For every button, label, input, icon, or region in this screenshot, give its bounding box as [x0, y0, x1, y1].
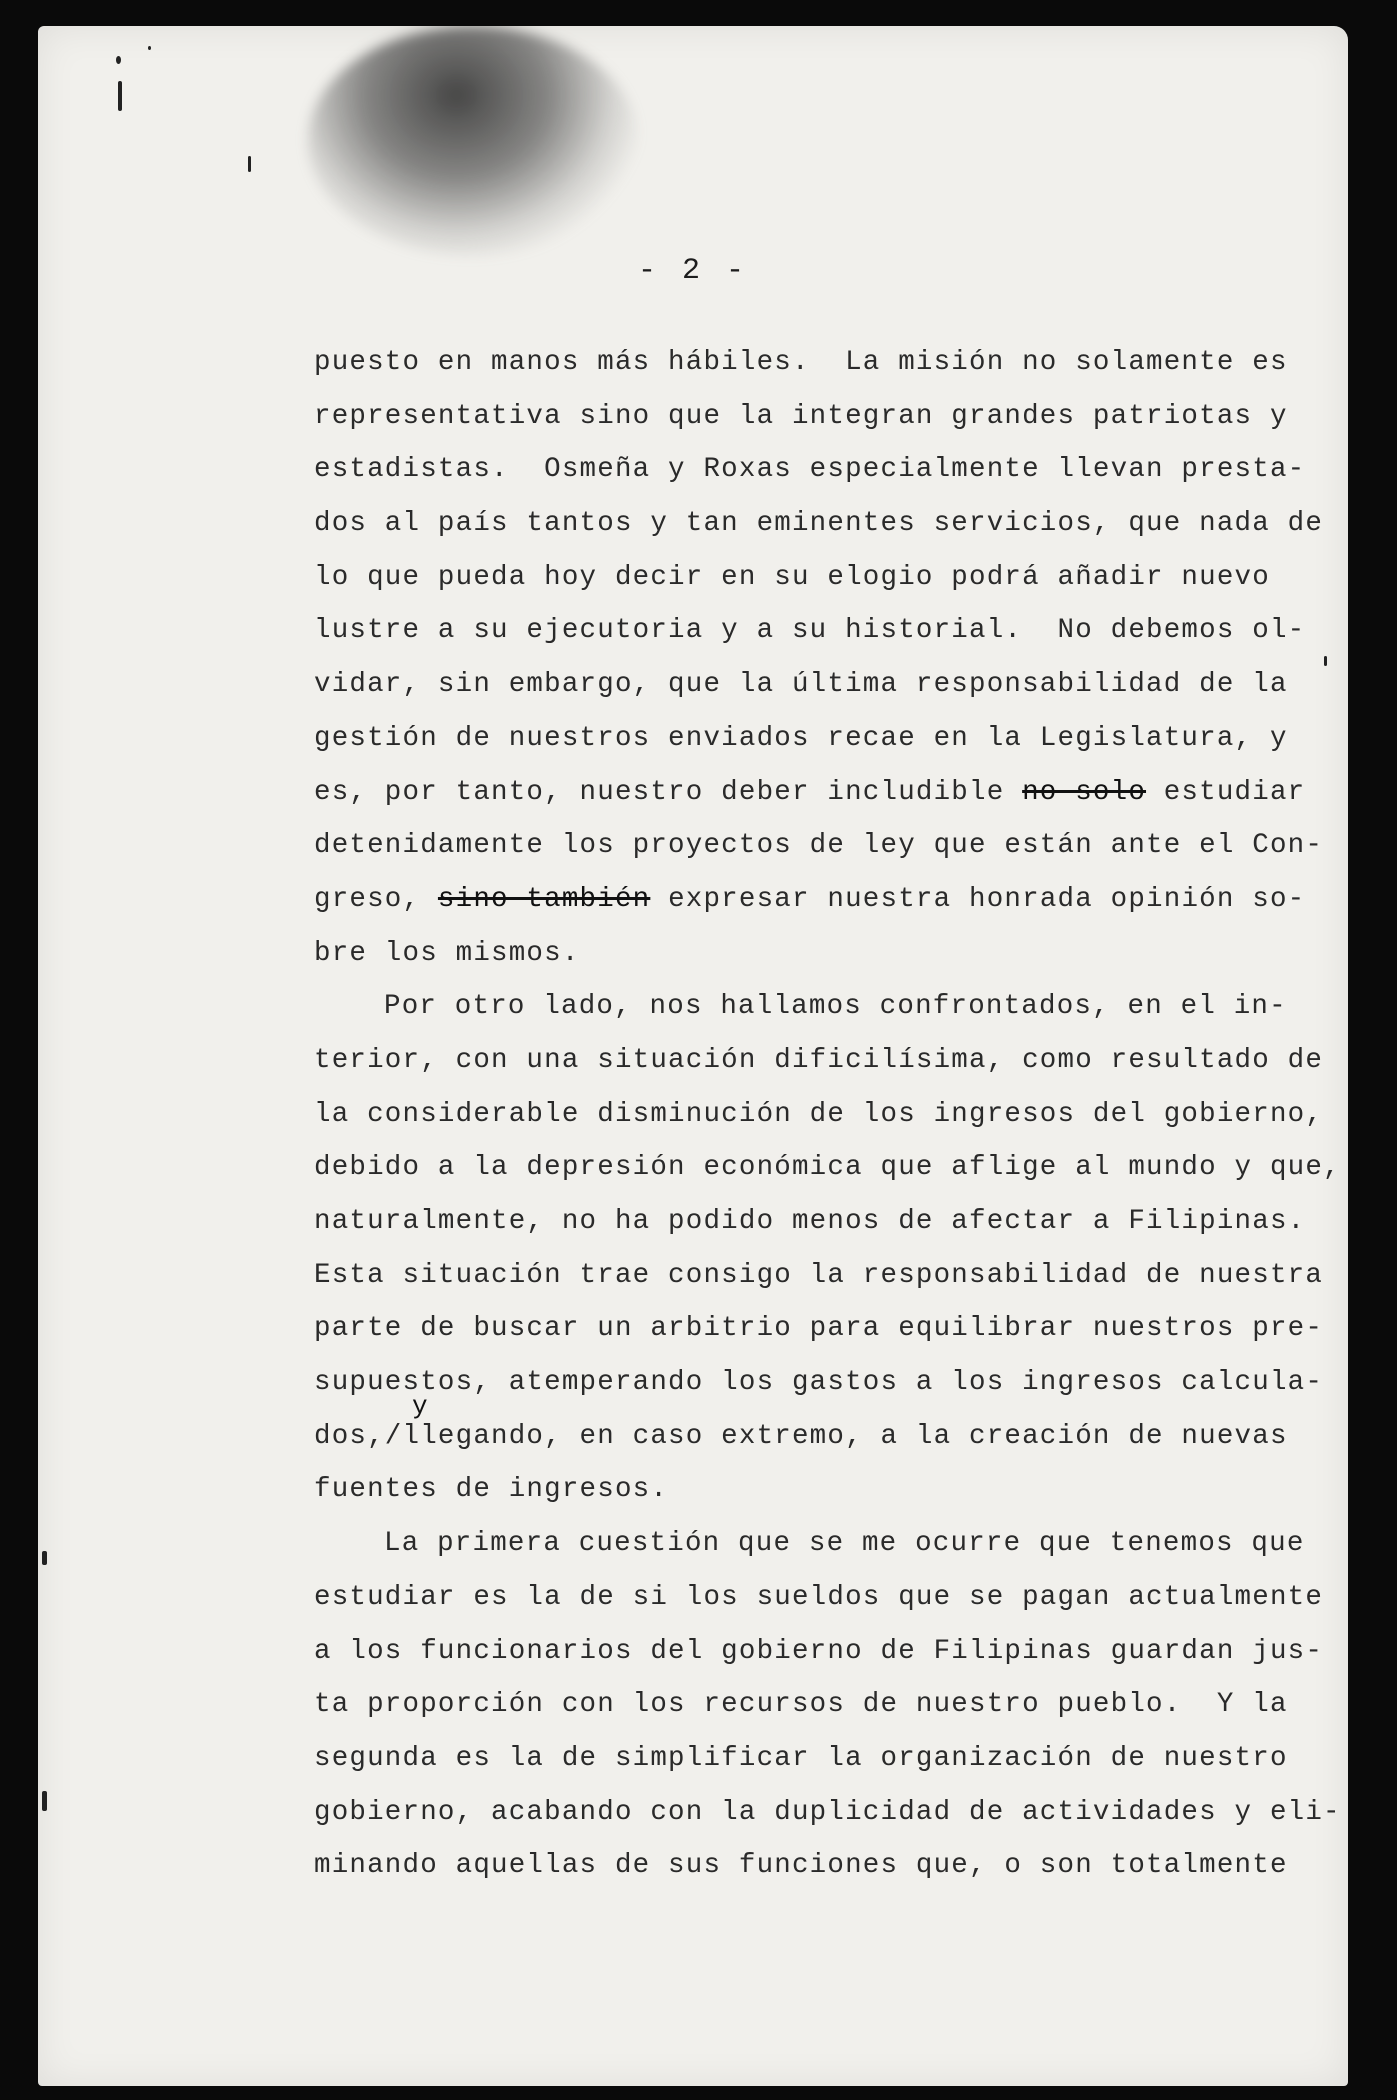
- text-line: Por otro lado, nos hallamos confrontados, en el in-: [384, 991, 1287, 1023]
- text-segment: greso,: [314, 883, 421, 915]
- text-line: Esta situación trae consigo la responsabilidad de nuestra: [314, 1259, 1324, 1291]
- text-line: puesto en manos más hábiles. La misión no solamente es: [314, 347, 1288, 378]
- text-line: representativa sino que la integran grandes patriotas y: [314, 400, 1288, 432]
- speck: [148, 46, 151, 50]
- handwritten-insert: y: [412, 1390, 429, 1421]
- body-text: [314, 336, 1341, 1893]
- speck: [118, 81, 122, 111]
- page-number: - 2 -: [637, 254, 748, 288]
- struck-text: sino también: [437, 883, 651, 915]
- text-line: segunda es la de simplificar la organización de nuestro: [314, 1742, 1288, 1774]
- text-segment: estudiar: [1163, 776, 1306, 808]
- text-line: minando aquellas de sus funciones que, o son totalmente: [314, 1850, 1288, 1882]
- text-line: debido a la depresión económica que aflige al mundo y que,: [314, 1152, 1341, 1184]
- text-line: estudiar es la de si los sueldos que se pagan actualmente: [314, 1581, 1324, 1613]
- text-line: La primera cuestión que se me ocurre que tenemos que: [384, 1528, 1305, 1560]
- speck: [1324, 656, 1327, 666]
- text-line: [314, 873, 1306, 927]
- text-segment: expresar nuestra honrada opinión so-: [668, 883, 1306, 915]
- text-line: la considerable disminución de los ingresos del gobierno,: [314, 1098, 1324, 1130]
- text-line: bre los mismos.: [314, 937, 580, 969]
- text-line: fuentes de ingresos.: [314, 1474, 669, 1506]
- speck: [42, 1791, 47, 1811]
- text-line: terior, con una situación dificilísima, como resultado de: [314, 1044, 1324, 1076]
- ink-smudge: [308, 26, 638, 256]
- speck: [248, 156, 251, 172]
- text-line: [314, 766, 1306, 820]
- text-line: estadistas. Osmeña y Roxas especialmente llevan presta-: [314, 454, 1306, 486]
- text-line: lustre a su ejecutoria y a su historial. No debemos ol-: [314, 615, 1306, 647]
- speck: [42, 1551, 47, 1565]
- text-line: lo que pueda hoy decir en su elogio podrá añadir nuevo: [314, 561, 1270, 593]
- text-line: dos al país tantos y tan eminentes servicios, que nada de: [314, 508, 1324, 540]
- document-page: [38, 26, 1348, 2086]
- text-segment: dos,/llegando, en caso extremo, a la creación de nuevas: [314, 1420, 1288, 1452]
- text-segment: es, por tanto, nuestro deber includible: [314, 776, 1005, 808]
- speck: [116, 56, 121, 64]
- text-line: a los funcionarios del gobierno de Filipinas guardan jus-: [314, 1635, 1324, 1667]
- text-line: detenidamente los proyectos de ley que están ante el Con-: [314, 830, 1324, 862]
- text-line: naturalmente, no ha podido menos de afectar a Filipinas.: [314, 1206, 1306, 1237]
- text-line: gobierno, acabando con la duplicidad de actividades y eli-: [314, 1796, 1341, 1828]
- text-line: gestión de nuestros enviados recae en la Legislatura, y: [314, 722, 1288, 754]
- struck-text: no solo: [1022, 776, 1147, 808]
- text-line: parte de buscar un arbitrio para equilibrar nuestros pre-: [314, 1313, 1324, 1345]
- text-line: supuestos, atemperando los gastos a los ingresos calcula-: [314, 1367, 1324, 1399]
- text-line: [314, 1390, 1288, 1464]
- text-line: ta proporción con los recursos de nuestro pueblo. Y la: [314, 1689, 1288, 1721]
- text-line: vidar, sin embargo, que la última responsabilidad de la: [314, 669, 1288, 701]
